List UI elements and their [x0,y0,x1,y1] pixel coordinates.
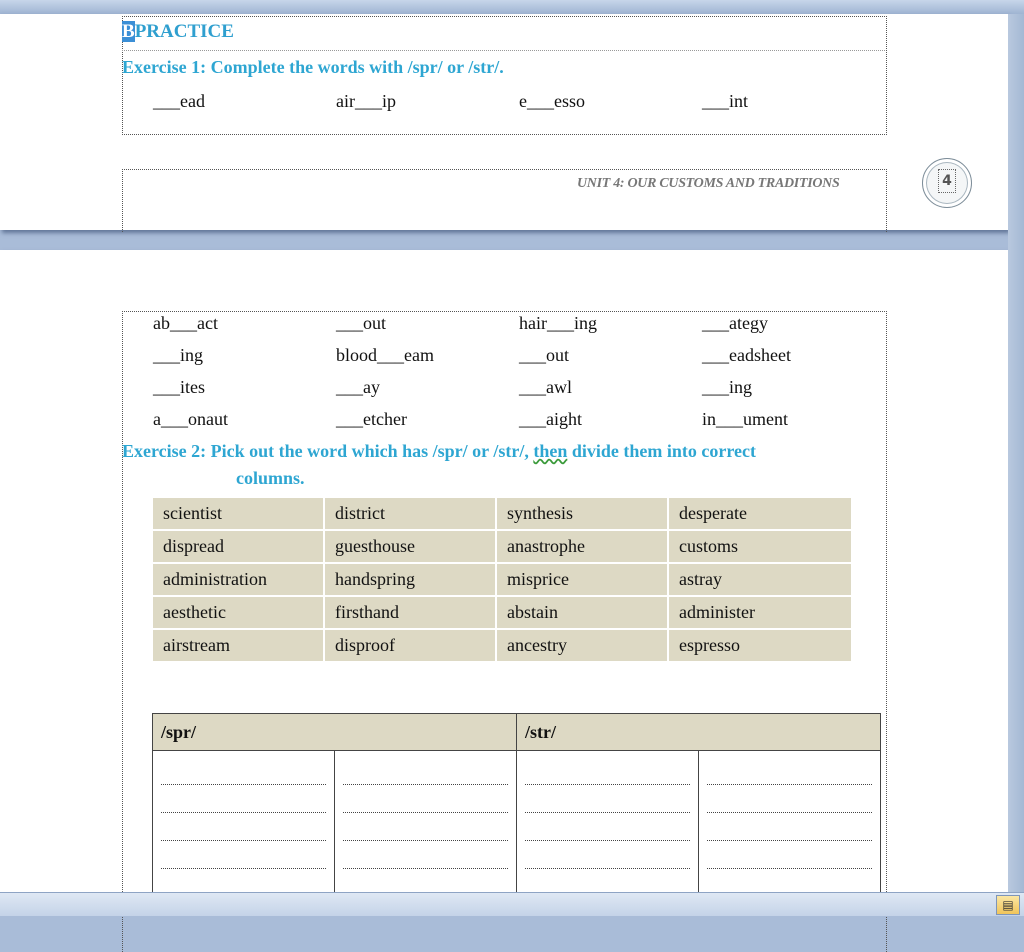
ex1-word: hair___ing [519,313,597,333]
table-row [153,564,851,597]
exercise2-title-part: divide them into correct [567,441,756,461]
unit-footer-text: UNIT 4: OUR CUSTOMS AND TRADITIONS [577,176,840,191]
ex1-word: ___ing [153,345,204,365]
section-title [122,21,234,43]
section-title-text: PRACTICE [134,21,234,42]
word-cell: customs [669,531,851,564]
text-cursor-selection[interactable]: B [122,21,135,42]
word-cell: firsthand [325,597,497,630]
word-cell: aesthetic [153,597,325,630]
page-number: 4 [938,169,956,193]
exercise2-title-part: Exercise 2: Pick out the word which has /spr/ or /str/, [122,441,534,461]
table-row [153,498,851,531]
document-page-1 [0,14,1008,230]
exercise2-title [122,441,756,462]
ex1-word: ___out [336,313,387,333]
word-cell: dispread [153,531,325,564]
str-column-header: /str/ [517,714,881,751]
word-cell: district [325,498,497,531]
ex1-word: ___ay [336,377,380,397]
ex1-word: blood___eam [336,345,434,365]
ex1-word: ___etcher [336,409,407,429]
ex1-word: ___ategy [702,313,768,333]
word-bank-table [153,498,851,663]
ex1-word: air___ip [336,91,396,111]
ex1-word: ___out [519,345,570,365]
status-bar [0,892,1024,916]
word-cell: misprice [497,564,669,597]
word-cell: abstain [497,597,669,630]
word-cell: disproof [325,630,497,663]
ex1-word: a___onaut [153,409,228,429]
ex1-word: e___esso [519,91,585,111]
answer-table [152,713,881,898]
ex1-word: ___eadsheet [702,345,791,365]
word-cell: astray [669,564,851,597]
spellcheck-flagged-word[interactable]: then [533,441,568,461]
answer-cell[interactable] [335,751,517,898]
exercise1-title: Exercise 1: Complete the words with /spr/ or /str/. [122,57,504,77]
word-cell: anastrophe [497,531,669,564]
word-cell: airstream [153,630,325,663]
word-cell: desperate [669,498,851,531]
answer-lines-row [153,751,881,898]
ex1-word: ab___act [153,313,218,333]
word-cell: administer [669,597,851,630]
table-row [153,531,851,564]
ex1-word: in___ument [702,409,788,429]
answer-header-row [153,714,881,751]
title-divider [122,50,885,51]
word-cell: administration [153,564,325,597]
ex1-word: ___int [702,91,749,111]
window-top-bar [0,0,1024,14]
ex1-word: ___ing [702,377,753,397]
ex1-word: ___aight [519,409,582,429]
ex1-word: ___ites [153,377,205,397]
page-view-icon[interactable]: ▤ [996,895,1020,915]
table-row [153,597,851,630]
answer-cell[interactable] [699,751,881,898]
word-cell: synthesis [497,498,669,531]
exercise2-title-line2: columns. [236,468,305,488]
word-cell: scientist [153,498,325,531]
answer-cell[interactable] [153,751,335,898]
word-cell: ancestry [497,630,669,663]
word-cell: guesthouse [325,531,497,564]
vertical-scroll-track[interactable] [1008,14,1024,892]
answer-cell[interactable] [517,751,699,898]
page-number-badge [922,158,972,208]
table-row [153,630,851,663]
ex1-word: ___awl [519,377,572,397]
word-cell: handspring [325,564,497,597]
word-cell: espresso [669,630,851,663]
ex1-word: ___ead [153,91,205,111]
spr-column-header: /spr/ [153,714,517,751]
